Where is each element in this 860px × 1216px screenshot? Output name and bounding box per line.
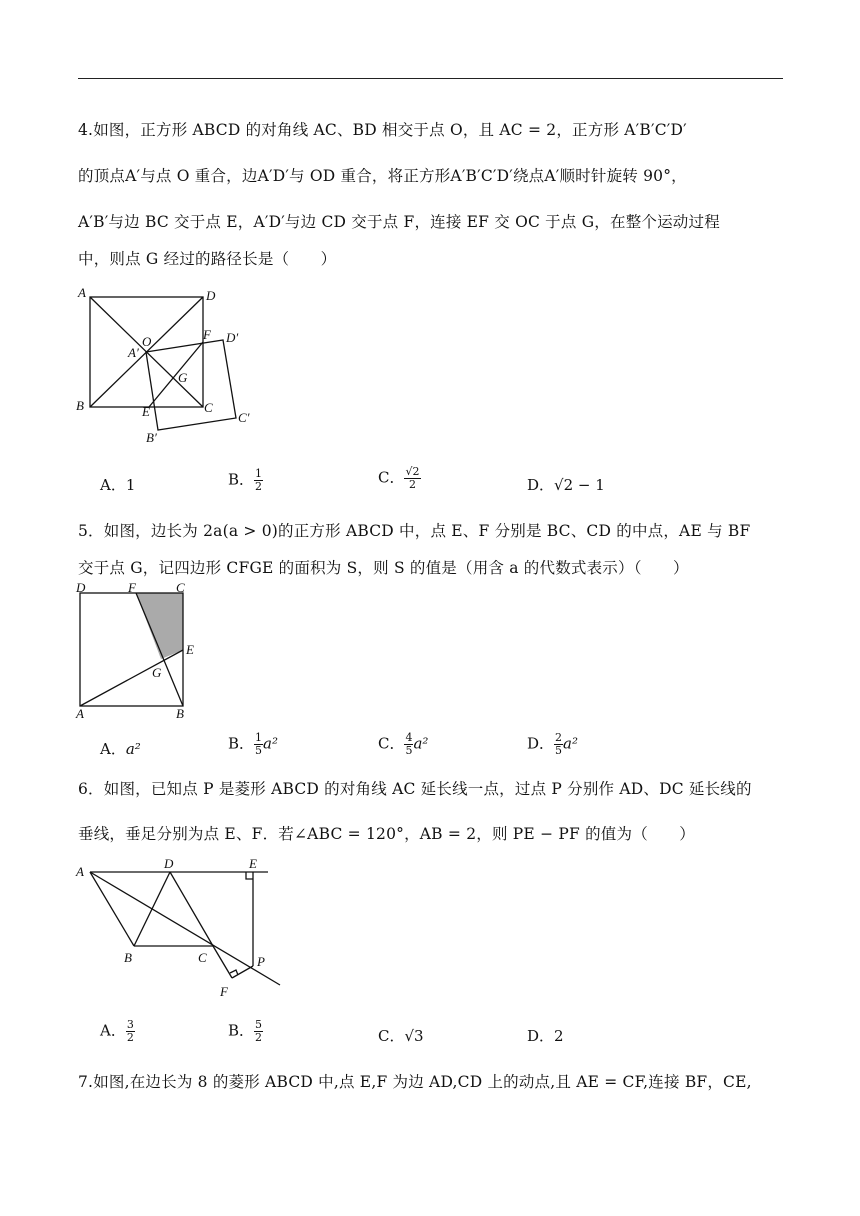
option-c[interactable]: C． $\frac{√2}{2}$ bbox=[378, 465, 420, 491]
figure-label: G bbox=[178, 370, 188, 385]
option-d[interactable]: D． $\frac{2}{5}$ a² bbox=[527, 731, 578, 757]
figure-label: F bbox=[220, 984, 228, 999]
segment-pf bbox=[232, 966, 253, 978]
figure-label: O bbox=[142, 334, 152, 349]
figure-label: B bbox=[176, 706, 184, 721]
question-text-line: 的顶点A′与点 O 重合，边A′D′与 OD 重合，将正方形A′B′C′D′绕点A′顺时针旋转 90°， bbox=[78, 167, 687, 185]
figure-label: B bbox=[124, 950, 132, 965]
option-b[interactable]: B． $\frac{1}{2}$ bbox=[228, 467, 263, 493]
diagonal-ac-extended bbox=[90, 872, 280, 985]
figure-label: E bbox=[186, 642, 194, 657]
figure-label: B′ bbox=[146, 430, 157, 445]
right-angle-f bbox=[230, 970, 238, 975]
figure-label: A′ bbox=[128, 345, 139, 360]
question-text-line: 4.如图，正方形 ABCD 的对角线 AC、BD 相交于点 O，且 AC = 2，正方形 A′B′C′D′ bbox=[78, 121, 687, 139]
figure-label: D bbox=[164, 856, 174, 871]
question-text-line: 垂线，垂足分别为点 E、F．若∠ABC = 120°，AB = 2，则 PE − PF 的值为（ ） bbox=[78, 825, 696, 843]
option-b[interactable]: B． $\frac{1}{5}$ a² bbox=[228, 731, 278, 757]
option-a[interactable]: A．1 bbox=[100, 476, 136, 494]
option-a[interactable]: A． $\frac{3}{2}$ bbox=[100, 1018, 134, 1044]
figure-label: D bbox=[76, 580, 86, 595]
figure-label: C′ bbox=[238, 410, 250, 425]
question-text-line: 交于点 G，记四边形 CFGE 的面积为 S，则 S 的值是（用含 a 的代数式表示）（ ） bbox=[78, 559, 689, 577]
figure-label: D′ bbox=[226, 330, 239, 345]
figure-label: C bbox=[204, 400, 213, 415]
figure-label: E bbox=[249, 856, 257, 871]
option-b[interactable]: B． $\frac{5}{2}$ bbox=[228, 1018, 263, 1044]
figure-square-shaded bbox=[70, 582, 210, 722]
figure-label: D bbox=[206, 288, 216, 303]
question-text-line: A′B′与边 BC 交于点 E，A′D′与边 CD 交于点 F，连接 EF 交 OC 于点 G，在整个运动过程 bbox=[78, 213, 720, 231]
segment-ae bbox=[80, 650, 183, 706]
side-dc bbox=[170, 872, 213, 946]
figure-label: C bbox=[176, 580, 185, 595]
figure-label: G bbox=[152, 665, 162, 680]
option-c[interactable]: C． $\frac{4}{5}$ a² bbox=[378, 731, 429, 757]
option-d[interactable]: D．2 bbox=[527, 1027, 564, 1045]
header-rule bbox=[78, 78, 783, 79]
question-text-line: 7.如图,在边长为 8 的菱形 ABCD 中,点 E,F 为边 AD,CD 上的动点,且 AE = CF,连接 BF，CE, bbox=[78, 1073, 752, 1091]
option-d[interactable]: D．√2 − 1 bbox=[527, 476, 605, 494]
figure-label: C bbox=[198, 950, 207, 965]
figure-label: B bbox=[76, 398, 84, 413]
figure-label: A bbox=[76, 706, 84, 721]
figure-label: P bbox=[257, 954, 265, 969]
figure-label: E bbox=[142, 404, 150, 419]
right-angle-e bbox=[246, 872, 253, 879]
side-ab bbox=[90, 872, 134, 946]
square-rotated bbox=[146, 340, 236, 430]
segment-ef bbox=[149, 342, 203, 407]
figure-square-rotation bbox=[70, 282, 270, 452]
option-a[interactable]: A．a² bbox=[100, 740, 141, 758]
figure-label: F bbox=[203, 327, 211, 342]
figure-rhombus bbox=[70, 850, 300, 1000]
question-text-line: 5．如图，边长为 2a(a > 0)的正方形 ABCD 中，点 E、F 分别是 BC、CD 的中点，AE 与 BF bbox=[78, 522, 751, 540]
figure-label: A bbox=[78, 285, 86, 300]
option-c[interactable]: C．√3 bbox=[378, 1027, 424, 1045]
question-text-line: 中，则点 G 经过的路径长是（ ） bbox=[78, 250, 337, 268]
figure-label: A bbox=[76, 864, 84, 879]
question-text-line: 6．如图，已知点 P 是菱形 ABCD 的对角线 AC 延长线一点，过点 P 分别作 AD、DC 延长线的 bbox=[78, 780, 752, 798]
figure-label: F bbox=[128, 580, 136, 595]
